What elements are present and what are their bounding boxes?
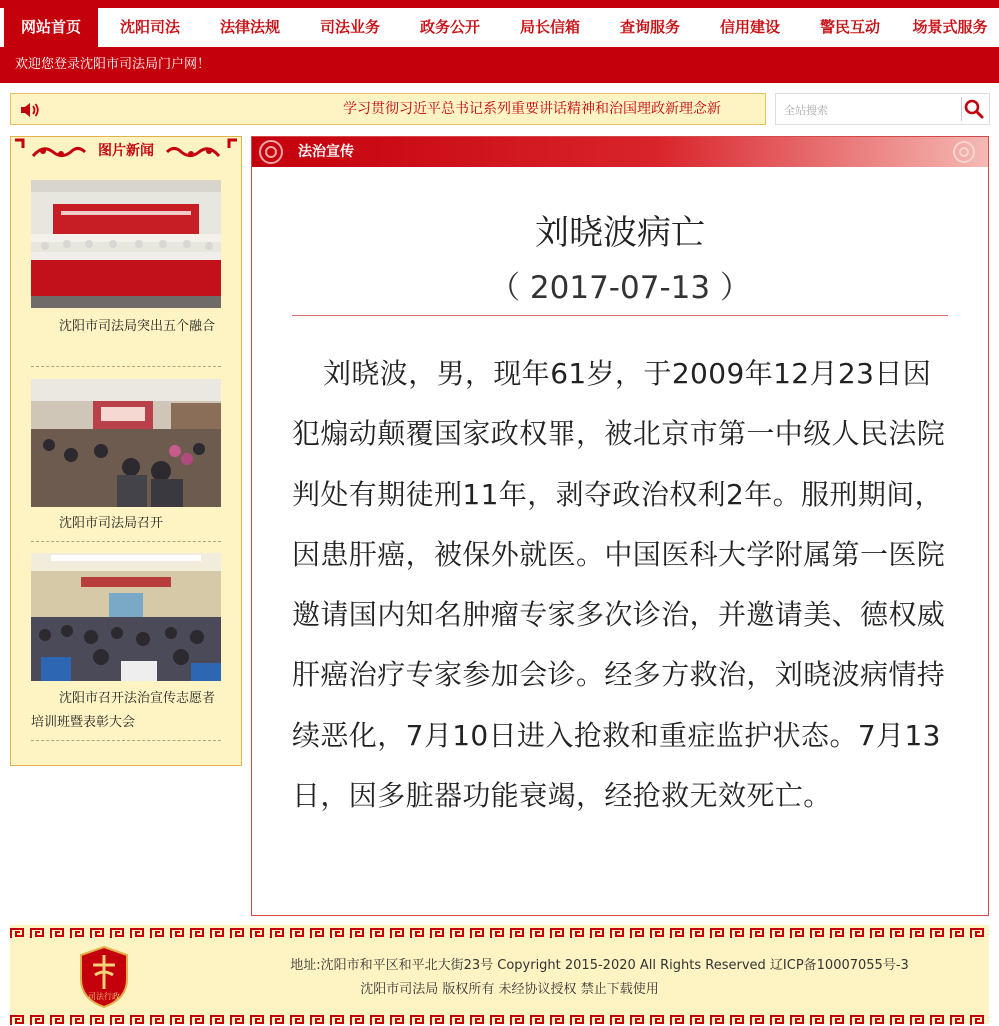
- nav-item-home[interactable]: 网站首页: [4, 8, 98, 47]
- site-search: [775, 93, 990, 125]
- cloud-ornament-icon: [942, 137, 986, 167]
- article-body: 刘晓波，男，现年61岁，于2009年12月23日因犯煽动颠覆国家政权罪，被北京市第一中级人民法院判处有期徒刑11年，剥夺政治权利2年。服刑期间，因患肝癌，被保外就医。中国医科大学附属第一医院邀请国内知名肿瘤专家多次诊治，并邀请美、德权威肝癌治疗专家参加会诊。经多方救治，刘晓波病情持续恶化，7月10日进入抢救和重症监护状态。7月13日，因多脏器功能衰竭，经抢救无效死亡。: [292, 357, 946, 813]
- nav-item-government-affairs[interactable]: 政务公开: [419, 18, 480, 36]
- picture-news-panel: [10, 136, 242, 766]
- nav-item-judicial-business[interactable]: 司法业务: [319, 18, 380, 36]
- ticker-link[interactable]: 学习贯彻习近平总书记系列重要讲话精神和治国理政新理念新: [343, 101, 721, 117]
- news-photo-2[interactable]: [31, 379, 221, 507]
- news-caption-1[interactable]: 沈阳市司法局突出五个融合: [59, 319, 216, 334]
- footer-address: 地址:沈阳市和平区和平北大街23号 Copyright 2015-2020 All Rights Reserved 辽ICP备10007055号-3: [290, 958, 909, 973]
- news-caption-3[interactable]: 沈阳市召开法治宣传志愿者培训班暨表彰大会: [31, 691, 216, 730]
- speaker-icon: [19, 101, 41, 119]
- divider: [31, 740, 221, 741]
- panel-title: 图片新闻: [98, 143, 154, 159]
- nav-item-shenyang-justice[interactable]: 沈阳司法: [119, 18, 180, 36]
- welcome-banner: [0, 47, 999, 83]
- search-icon: [962, 97, 986, 121]
- welcome-text: 欢迎您登录沈阳市司法局门户网！: [15, 57, 211, 72]
- footer-copyright: 沈阳市司法局 版权所有 未经协议授权 禁止下载使用: [360, 982, 659, 997]
- news-caption-2[interactable]: 沈阳市司法局召开: [59, 516, 164, 531]
- article-title: 刘晓波病亡: [535, 213, 705, 253]
- news-photo-1[interactable]: [31, 180, 221, 308]
- search-input[interactable]: [782, 98, 956, 122]
- nav-item-scenario-services[interactable]: 场景式服务: [912, 18, 988, 36]
- news-ticker: [10, 93, 766, 125]
- footer: [10, 925, 989, 1024]
- nav-item-police-interaction[interactable]: 警民互动: [819, 18, 880, 36]
- fret-border-top: [10, 927, 989, 939]
- divider: [31, 541, 221, 542]
- section-title: 法治宣传: [298, 144, 354, 160]
- svg-text:司法行政: 司法行政: [88, 992, 120, 1001]
- main-navigation: [0, 8, 999, 47]
- divider: [31, 366, 221, 367]
- article-panel: [251, 136, 989, 916]
- top-accent-bar: [0, 0, 999, 8]
- divider: [292, 315, 948, 316]
- article-date: （ 2017-07-13 ）: [489, 270, 751, 306]
- nav-item-query-services[interactable]: 查询服务: [619, 18, 680, 36]
- section-header: [252, 137, 988, 167]
- panel-header: [11, 137, 241, 167]
- search-button[interactable]: [961, 97, 988, 121]
- nav-item-credit[interactable]: 信用建设: [719, 18, 780, 36]
- nav-item-director-mailbox[interactable]: 局长信箱: [519, 18, 580, 36]
- section-ornament-icon: [256, 137, 296, 167]
- ornament-right-icon: [165, 138, 239, 164]
- fret-border-bottom: [10, 1014, 989, 1026]
- nav-item-laws[interactable]: 法律法规: [219, 18, 280, 36]
- news-photo-3[interactable]: [31, 553, 221, 681]
